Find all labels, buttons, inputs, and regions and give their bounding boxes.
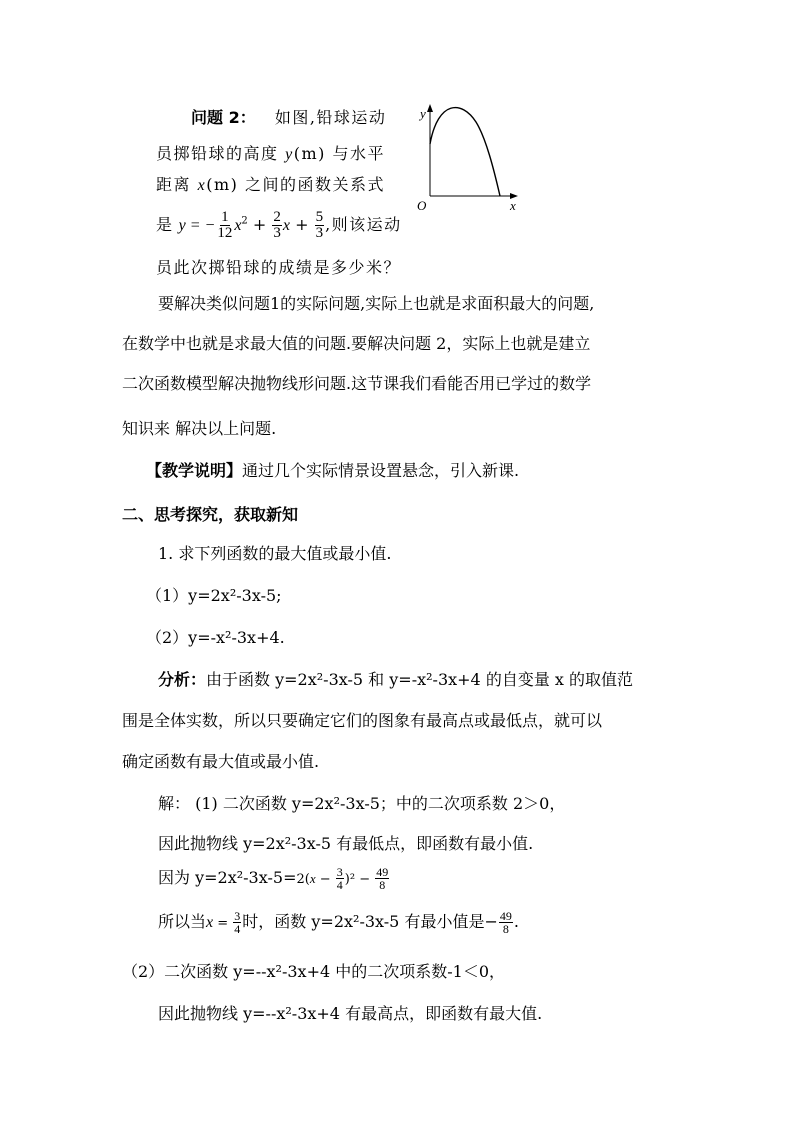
problem2-text: 员此次掷铅球的成绩是多少米？ [156,258,402,277]
formula-x: x [234,217,242,234]
solution-line5: （2）二次函数 y=--x²-3x+4 中的二次项系数-1＜0， [122,962,506,981]
teaching-note-text: 通过几个实际情景设置悬念，引入新课. [242,461,520,480]
problem2-text: 是 [156,215,174,234]
problem2-text: 如图,铅球运动 [274,108,387,127]
problem2-text: 员掷铅球的高度 [156,144,279,163]
solution-text: . [513,912,519,931]
fraction-den: 4 [336,878,343,892]
fraction-2-3 [272,210,282,241]
solution-line3 [158,864,390,894]
problem2-line6 [156,258,401,278]
fraction-num: 1 [221,209,229,225]
origin-label: O [417,198,427,213]
analysis-text: 由于函数 y=2x²-3x-5 和 y=-x²-3x+4 的自变量 x 的取值范 [206,670,634,689]
parabola-curve [430,108,500,196]
solution-line2: 因此抛物线 y=2x²-3x-5 有最低点，即函数有最小值. [158,834,534,853]
paragraph1-line2: 在数学中也就是求最大值的问题.要解决问题 2，实际上也就是建立 [122,334,591,353]
paragraph1-line4: 知识来 解决以上问题. [122,419,277,438]
fraction-den: 3 [315,225,324,241]
problem2-line3 [156,175,385,196]
y-axis-label: y [420,106,426,121]
solution-text: 所以当 [158,912,207,931]
problem2-line1 [191,108,386,128]
formula-y: y = − [178,217,216,234]
solution-math: )² − [344,872,375,887]
solution-var-x: x [309,871,316,886]
fraction-num: 49 [376,865,389,879]
fraction-3-4 [336,866,344,891]
exercise-item1: （1）y=2x²-3x-5; [146,586,282,605]
solution-math: − [484,912,498,931]
problem2-text: ,则该运动 [325,215,402,234]
y-axis-arrow [427,104,433,112]
fraction-num: 3 [336,865,343,879]
analysis-label: 分析： [158,670,207,689]
problem2-text: 距离 [156,175,192,194]
solution-line1: 解： (1) 二次函数 y=2x²-3x-5；中的二次项系数 2＞0， [158,794,566,813]
fraction-num: 5 [315,209,324,225]
fraction-49-8 [499,910,513,935]
fraction-1-12 [216,210,233,241]
problem2-text: (m) 之间的函数关系式 [206,175,385,194]
fraction-den: 3 [273,225,281,241]
analysis-line2: 围是全体实数，所以只要确定它们的图象有最高点或最低点，就可以 [122,711,603,730]
fraction-den: 12 [217,225,233,241]
problem2-formula-line: 是 y = − $\frac{1}{12}$ $x^2$ + $\frac{2}{3}$ x + $\frac{5}{3}$ ,则该运动 [156,209,402,241]
solution-line4 [158,908,519,938]
fraction-num: 49 [499,909,512,923]
exercise-item2: （2）y=-x²-3x+4. [146,628,285,647]
solution-text: 因为 y=2x²-3x-5= [158,868,297,887]
solution-math: = [213,916,233,931]
formula-plus: + [289,215,314,234]
fraction-den: 8 [502,922,509,936]
exercise-title: 1. 求下列函数的最大值或最小值. [158,544,392,563]
var-x: x [197,177,207,194]
formula-plus: + [247,215,272,234]
formula-x: x [282,217,290,234]
fraction-den: 8 [379,878,386,892]
solution-line6: 因此抛物线 y=--x²-3x+4 有最高点，即函数有最大值. [158,1004,543,1023]
solution-var-x: x [206,914,214,931]
fraction-49-8 [375,866,389,891]
problem2-text: (m) 与水平 [293,144,385,163]
paragraph1-line3: 二次函数模型解决抛物线形问题.这节课我们看能否用已学过的数学 [122,374,592,393]
paragraph1-line1: 要解决类似问题1的实际问题,实际上也就是求面积最大的问题, [158,294,595,313]
fraction-5-3 [315,210,325,241]
problem2-line2 [156,144,385,165]
parabola-figure [410,100,530,215]
teaching-note [146,461,519,481]
section2-heading: 二、思考探究，获取新知 [122,505,299,524]
solution-math: 2( [296,872,310,887]
solution-math: − [315,872,335,887]
fraction-3-4 [233,910,241,935]
fraction-num: 2 [273,209,281,225]
x-axis-label: x [510,198,516,213]
analysis-line1 [158,670,633,690]
problem2-label: 问题 2： [191,108,256,127]
parabola-graph [410,100,530,215]
solution-text: 时，函数 y=2x²-3x-5 有最小值是 [242,912,485,931]
teaching-note-label: 【教学说明】 [146,461,243,480]
fraction-den: 4 [234,922,241,936]
var-y: y [285,146,294,163]
analysis-line3: 确定函数有最大值或最小值. [122,752,320,771]
fraction-num: 3 [234,909,241,923]
